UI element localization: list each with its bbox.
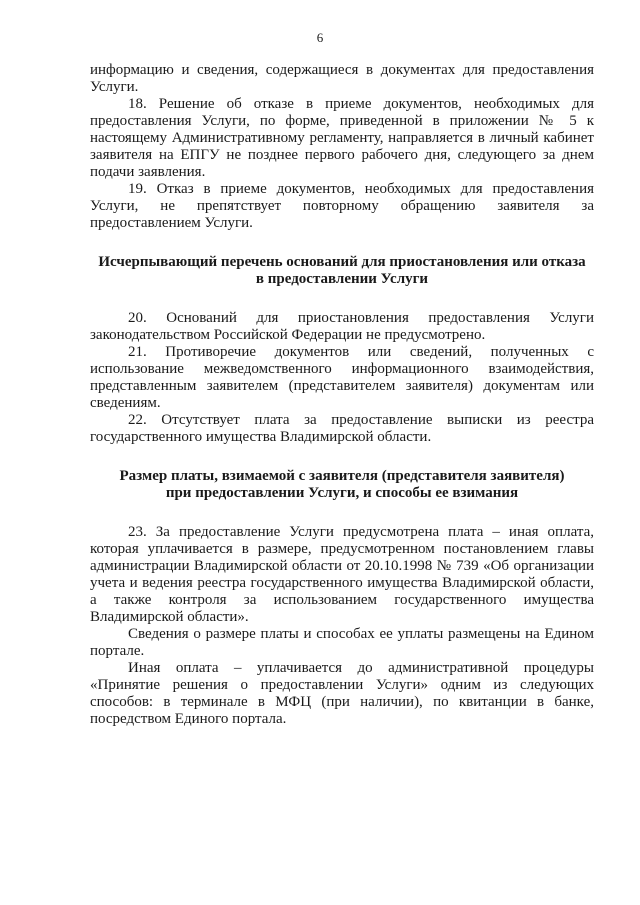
paragraph: 19. Отказ в приеме документов, необходимых для предоставления Услуги, не препятствует повторному обращению заявителя за предоставлением Услуги. xyxy=(90,181,594,231)
page-number: 6 xyxy=(316,30,324,45)
paragraph: информацию и сведения, содержащиеся в документах для предоставления Услуги. xyxy=(90,62,594,95)
section-heading xyxy=(90,468,594,502)
paragraph: 22. Отсутствует плата за предоставление выписки из реестра государственного имущества Владимирской области. xyxy=(90,412,594,445)
section-heading-line: в предоставлении Услуги xyxy=(255,271,429,287)
section-heading-line: Размер платы, взимаемой с заявителя (представителя заявителя) xyxy=(119,468,565,484)
paragraph: 21. Противоречие документов или сведений, полученных с использование межведомственного информационного взаимодействия, представленным заявителем (представителем заявителя) документам или сведениям. xyxy=(90,344,594,411)
paragraph: Иная оплата – уплачивается до административной процедуры «Принятие решения о предоставлении Услуги» одним из следующих способов: в терминале в МФЦ (при наличии), по квитанции в банке, посредством Единого портала. xyxy=(90,660,594,727)
document-body xyxy=(90,62,594,728)
paragraph: 18. Решение об отказе в приеме документов, необходимых для предоставления Услуги, по форме, приведенной в приложении № 5 к настоящему Административному регламенту, направляется в личный кабинет заявителя на ЕПГУ не позднее первого рабочего дня, следующего за днем подачи заявления. xyxy=(90,96,594,180)
section-heading xyxy=(90,254,594,288)
section-heading-line: при предоставлении Услуги, и способы ее взимания xyxy=(165,485,519,501)
section-heading-line: Исчерпывающий перечень оснований для приостановления или отказа xyxy=(98,254,586,270)
paragraph: 20. Оснований для приостановления предоставления Услуги законодательством Российской Федерации не предусмотрено. xyxy=(90,310,594,343)
paragraph: Сведения о размере платы и способах ее уплаты размещены на Едином портале. xyxy=(90,626,594,659)
paragraph: 23. За предоставление Услуги предусмотрена плата – иная оплата, которая уплачивается в размере, предусмотренном постановлением главы администрации Владимирской области от 20.10.1998 № 739 «Об организации учета и ведения реестра государственного имущества Владимирской области, а также контроля за использованием государственного имущества Владимирской области». xyxy=(90,524,594,625)
